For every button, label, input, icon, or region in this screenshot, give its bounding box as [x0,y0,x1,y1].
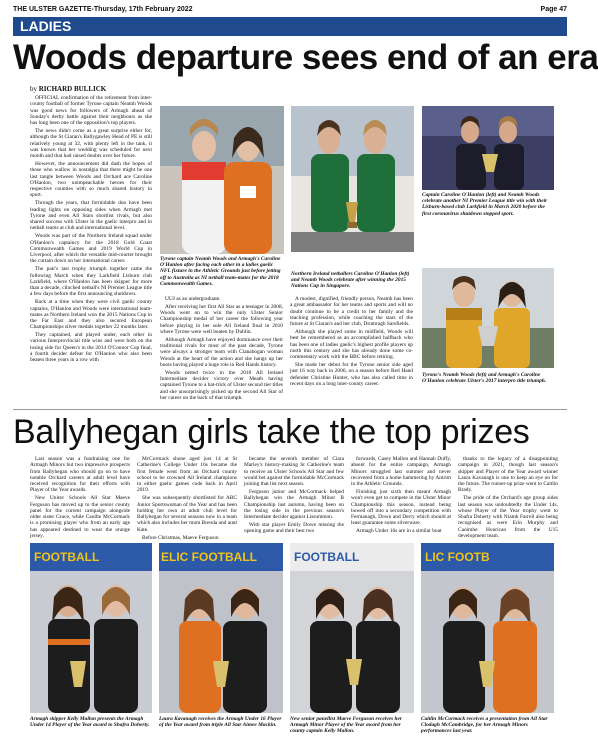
paragraph: She was subsequently shortlisted for ABC Junior Sportswoman of the Year and has been holding her own at adult club level for Ballyhegan for several seasons now in a team which also includes her mum Brenda and aunt Kate. [137,495,237,533]
paragraph: Woods was part of the Northern Ireland squad under O'Hanlon's captaincy for the 2018 Gold Coast Commonwealth Games and 2019 World Cup in Liverpool, after which the versatile mid-courter brought the curtain down on her international career. [30,233,152,265]
paragraph: With star player Emily Dowe missing the opening game and their best two [244,521,344,535]
byline: by RICHARD BULLICK [30,85,107,93]
paragraph: Although she played some in midfield, Woods will best be remembered as an accomplished halfback who has been one of ladies gaelic's highest profile players up north this century and she has already done some co-commentary work with the BBC before retiring. [290,328,413,361]
svg-text:LIC FOOTB: LIC FOOTB [425,550,490,564]
section-banner: LADIES [13,17,567,36]
caption-p1: Armagh skipper Kelly Mallon presents the Armagh Under 14 Player of the Year award to Shafra Doherty. [30,716,150,729]
photo-woods-ohanlon-gaelic [160,106,284,254]
paragraph: Back at a time when they were civil gaelic county captains, O'Hanlon and Woods were international team-mates as Northern Ireland won the 2015 Nations Cup in the Far East and they also secured European Championships silver medals together 22 months later. [30,299,152,331]
page-number: Page 47 [540,6,567,13]
photo-larkfield-trophy [422,106,554,190]
paragraph: became the seventh member of Ciara Marley's history-making St Catherine's team to receive an Ulster Schools All Star and few would bet against the formidable McCormack joining that list next season. [244,456,344,488]
paragraph: Woods netted twice in the 2018 All Ireland Intermediate decider victory over Meath having captained Tyrone to a hat-trick of Ulster second tier titles and she unsurprisingly picked up the second All Star of her career on the back of that triumph. [160,369,284,401]
caption-1: Tyrone captain Neamh Woods and Armagh's Caroline O'Hanlon after facing each other in a ladies gaelic NFL fixture in the Athletic Grounds just before jetting off to Australia as NI netball team-mates for the 2018 Commonwealth Games. [160,256,281,287]
story1-column-3 [290,296,413,406]
story2-headline: Ballyhegan girls take the top prizes [13,413,530,451]
caption-p3: New senior panellist Maeve Ferguson receives her Armagh Minor Player of the Year award from her county captain Kelly Mallon. [290,716,402,735]
paragraph: The pair's last trophy triumph together came the following March when they Larkfield Lisburn club Larkfield, where O'Hanlon has been skipper for more than a decade, clinched netball's NI Premier League title a few days before the first announcing shutdown. [30,266,152,298]
svg-text:FOOTBALL: FOOTBALL [294,550,360,564]
paragraph: She made her debut for the Tyrone senior side aged just 16 way back in 2006, on a season before Red Hand defender Christine Hunter, who has also called time in recent days on a long inter-county career. [290,361,413,387]
paragraph: Ferguson junior and McCormack helped Ballyhegan win the Armagh Minor B Championship last autumn, having been on the losing side in the previous season's Intermediate decider against Lissummon. [244,488,344,521]
svg-text:ELIC FOOTBALL: ELIC FOOTBALL [161,550,257,564]
paragraph: McCormack shone aged just 14 at St Catherine's College Under 16s became the first female went from an Orchard county school to be crowned All Ireland champions in either gaelic games code back in April 2019. [137,456,237,494]
story2-column-1 [30,456,130,540]
caption-p4: Caitlin McCormack receives a presentation from All Star Clodagh McCambridge, for her Armagh Minors performances last year. [421,716,548,735]
photo-ulster-interpro [422,268,554,368]
story2-column-5 [458,456,558,540]
caption-4: Tyrone's Neamh Woods (left) and Armagh's Caroline O'Hanlon celebrate Ulster's 2017 interpro title triumph. [422,372,547,385]
page-header [13,3,567,17]
paragraph: Although Armagh have enjoyed dominance over their traditional rivals for most of the past decade, Tyrone were always a stronger team with Clanabogan woman Woods at the heart of the action and she hangs up her boots having played a huge role in Red Hands history. [160,336,283,368]
story2-column-2 [137,456,237,541]
paragraph: After receiving her first All Star as a teenager in 2008, Woods went on to win the only Ulster Senior Championship medal of her career the following year before playing in her sole All Ireland final in 2010 where Tyrone were well beaten by Dublin. [160,303,283,335]
story1-column-2 [160,296,283,406]
photo-u14-award [30,543,152,713]
paragraph: Through the years, that formidable duo have been leading lights on opposing sides when Armagh met Tyrone and even All Stars shortlist rivals, but also shared success with Ulster in the gaelic interpro and in netball teams at club and international level. [30,200,152,232]
divider-line [13,409,567,410]
story1-headline: Woods departure sees end of an era [13,38,598,77]
photo-minor-award [290,543,414,713]
paragraph: They captained, and played under, each other in various Interprovincial title wins and were both on the losing side for Queen's in the 2014 O'Connor Cup final, a fourth decider defeat for O'Hanlon who also been beaten three years in a row with [30,332,152,364]
story1-column-1 [30,95,152,405]
paragraph: Armagh Under 16s are in a similar boat [356,528,442,535]
svg-text:FOOTBALL: FOOTBALL [34,550,100,564]
photo-mccormack-award [421,543,554,713]
paragraph: However, the announcement did dash the hopes of those who wallow in nostalgia that there might be one last tangle between Woods and Orchard ace Caroline O'Hanlon, two unimpeachable heroes for their respective counties with so much shared history in sport. [30,160,152,199]
paragraph: thanks to the legacy of a disappointing campaign in 2021, though last season's skipper and Player of the Year award winner Laura Kavanagh is one to keep an eye on for the future. The runner-up prize went to Caitlin Brady. [458,456,558,494]
paragraph: The pride of the Orchard's age group sides last season was undoubtedly the Under 14s, whose Player of the Year trophy went to Shafra Doherty with Niamh Farrell also being recognised as were Erin Murphy and Caoimhe Hourican from the U15 development team. [458,495,558,540]
caption-3: Captain Caroline O'Hanlon (left) and Neamh Woods celebrate another NI Premier League title win with their Lisburn-based club Larkfield in March 2020 before the first coronavirus shutdown stopped sport. [422,192,548,217]
paragraph: forwards, Casey Mallon and Hannah Duffy, absent for the entire campaign, Armagh Minors struggled last summer and never recovered from a home hammering by Antrim in the Athletic Grounds. [351,456,451,488]
paragraph: Finishing just sixth then meant Armagh won't even get to compete in the Ulster Minor Championship this season, instead being bowed off into a secondary competition with Fermanagh, Down and Derry which should at least guarantee some silverware. [351,488,451,527]
paragraph: OFFICIAL confirmation of the retirement from inter-county football of former Tyrone captain Neamh Woods was good news for followers of Armagh ahead of Sunday's derby battle against their neighbours as she has long been one of the opposition's top players. [30,95,152,127]
story2-column-3 [244,456,344,536]
photo-u16-award [159,543,283,713]
photo-nations-cup [291,106,414,252]
caption-2: Northern Ireland netballers Caroline O'Hanlon (left) and Neamh Woods celebrate after winning the 2015 Nations Cup in Singapore. [291,271,410,290]
paragraph: New Unitec Schools All Star Maeve Ferguson has moved up to the senior county panel for the current campaign alongside older sister Grace, while Caoilte McCormack is a promising player who from an early age has appeared destined to wear the orange jersey. [30,495,130,540]
paragraph: The news didn't come as a great surprise either for, although the St Ciaran's Ballygawley Head of PE is still relatively young at 32, with plenty left in the tank, it was known that her wedding was scheduled for next month and that had raised doubts over her future. [30,127,152,160]
story2-column-4 [351,456,451,536]
paragraph: A modest, dignified, friendly person, Neamh has been a great ambassador for her teams and sports and will no doubt continue to be a credit to her family and the teaching profession, while coaching the stars of the future at St Ciaran's and her club, Drumragh Sarsfields. [290,296,413,328]
paragraph: Before Christmas, Maeve Ferguson [142,534,219,541]
newspaper-date: THE ULSTER GAZETTE-Thursday, 17th February 2022 [13,6,193,13]
paragraph: Last season was a fundraising one for Armagh Minors but two impressive prospects from Ballyhegan who should go on to have notable Orchard careers at adult level have received recognition for their efforts with Player of the Year awards. [30,456,130,494]
caption-p2: Laura Kavanagh receives the Armagh Under 16 Player of the Year award from triple All Star Aimee Mackin. [159,716,282,729]
paragraph: UUJ as an undergraduate. [165,296,221,302]
